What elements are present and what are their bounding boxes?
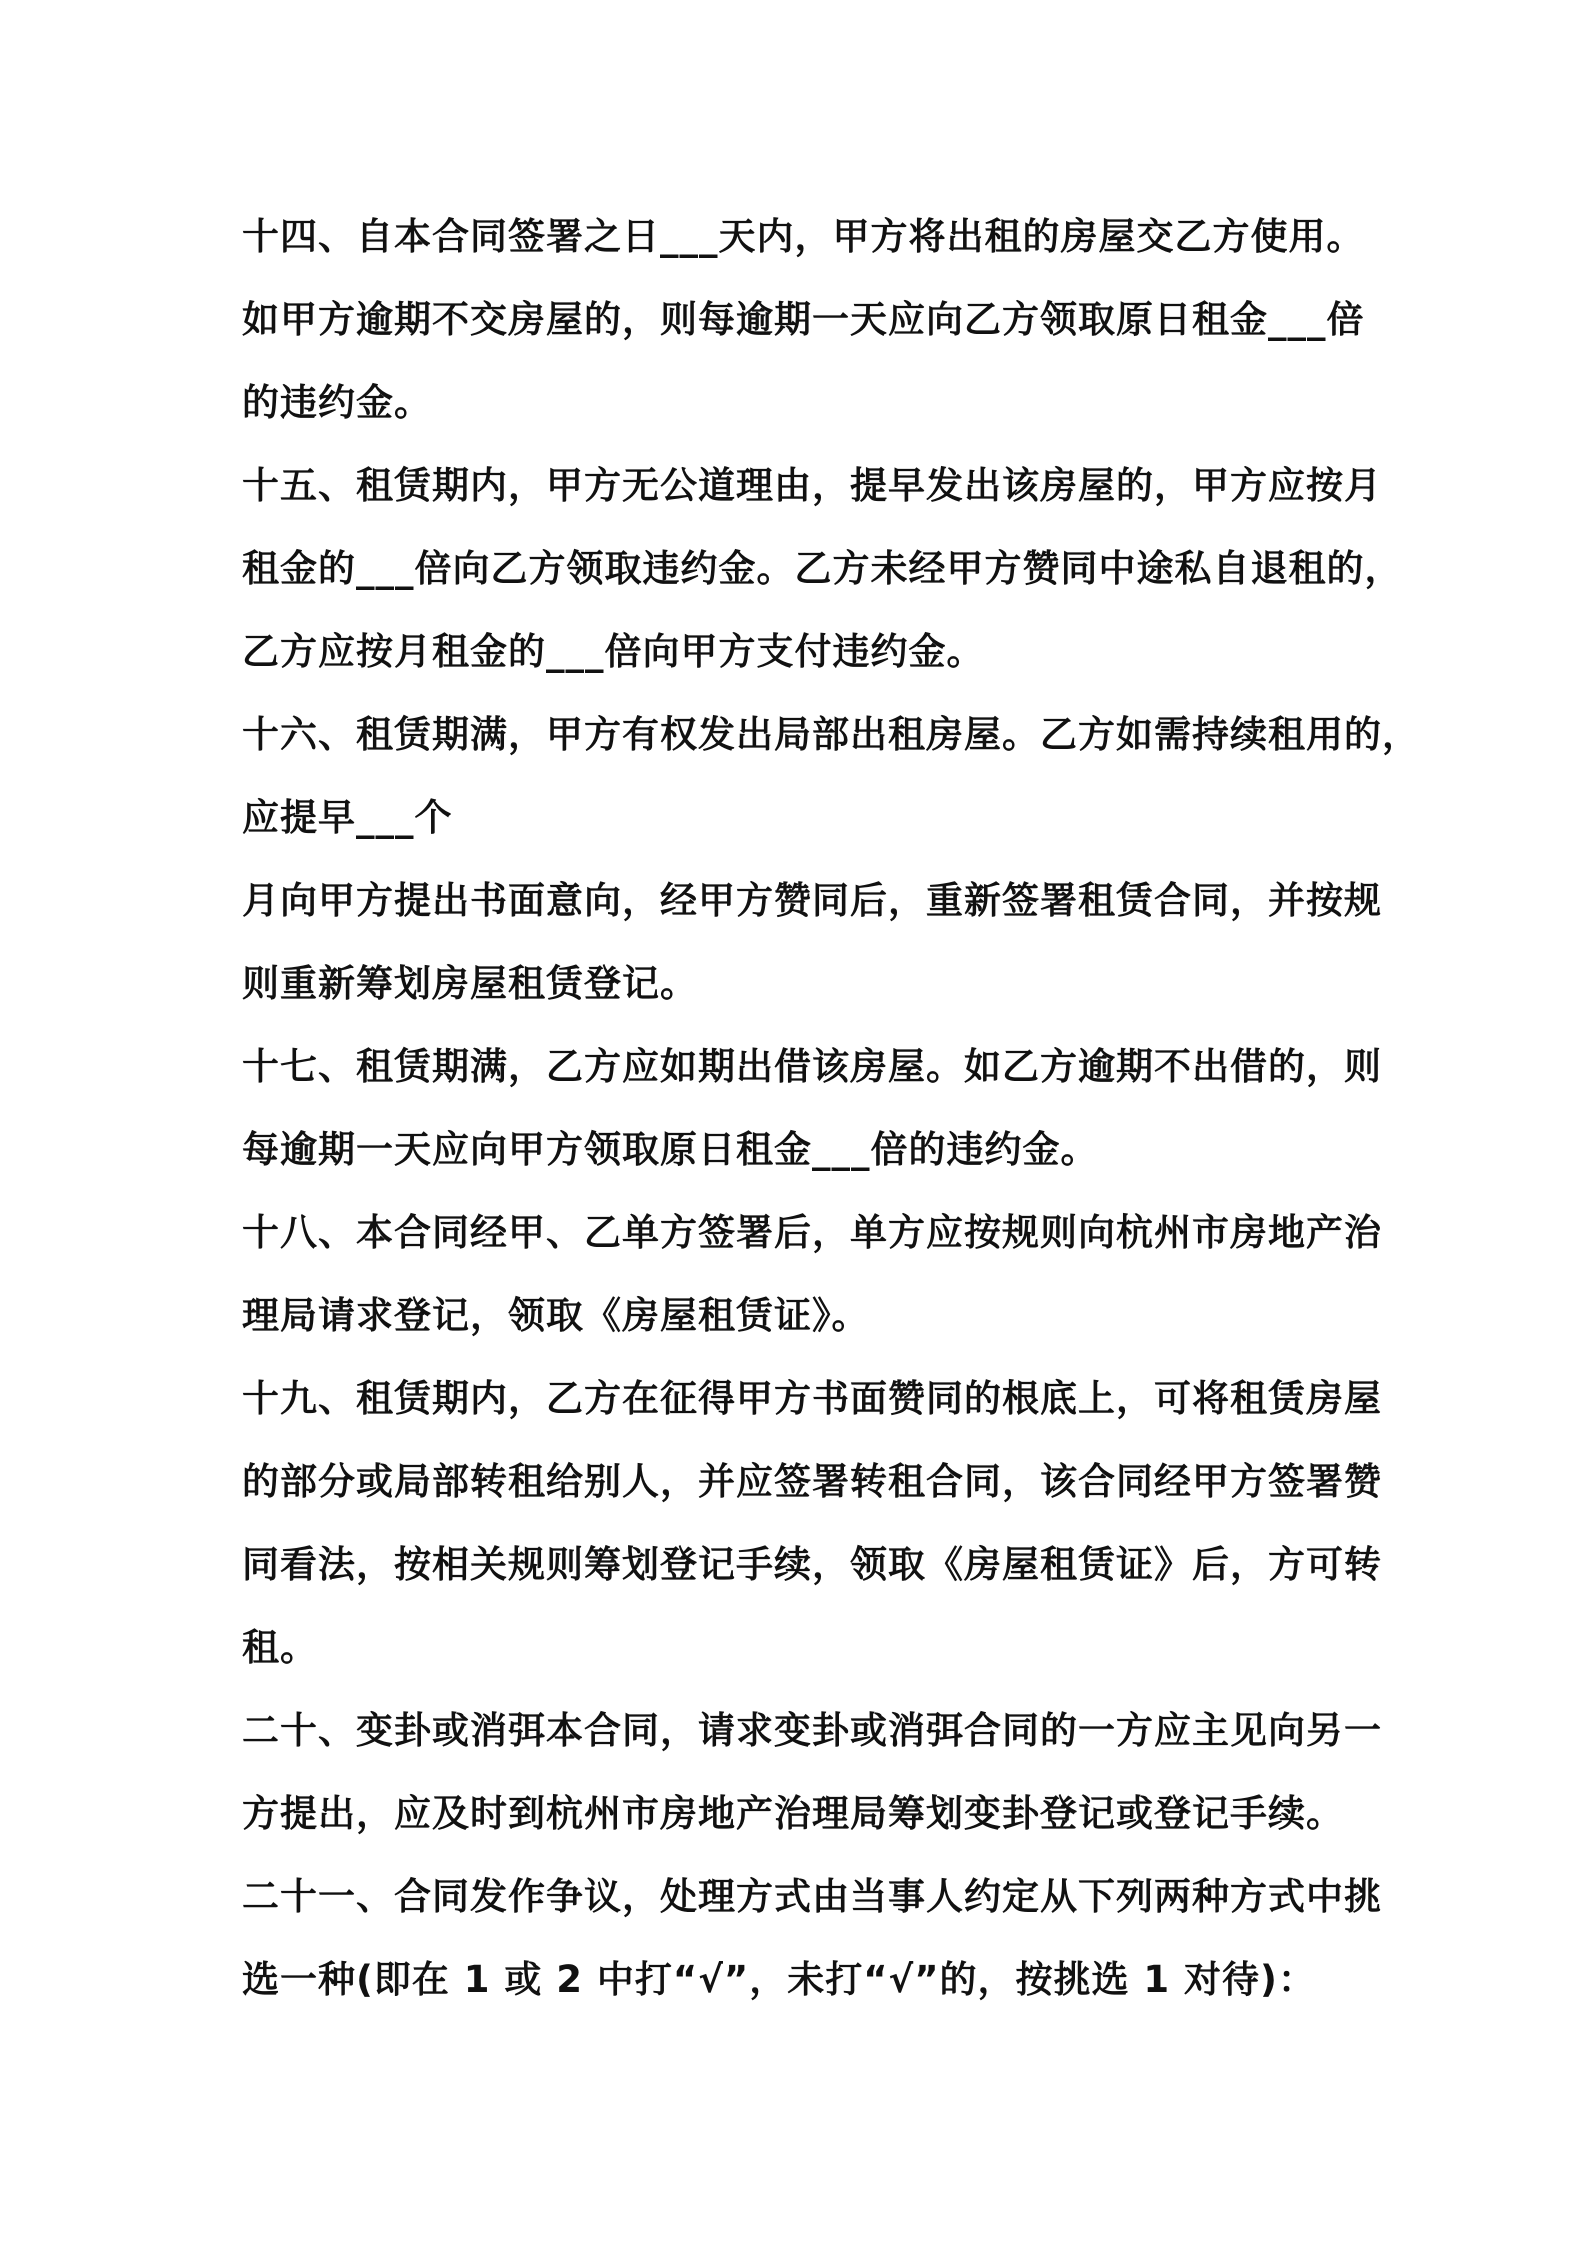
text-line-1: 十四、自本合同签署之日___天内，甲方将出租的房屋交乙方使用。 bbox=[242, 215, 1365, 258]
text-line-12: 每逾期一天应向甲方领取原日租金___倍的违约金。 bbox=[242, 1128, 1099, 1171]
text-line-19: 二十、变卦或消弭本合同，请求变卦或消弭合同的一方应主见向另一 bbox=[242, 1709, 1382, 1752]
text-line-15: 十九、租赁期内，乙方在征得甲方书面赞同的根底上，可将租赁房屋 bbox=[242, 1377, 1382, 1420]
text-line-20: 方提出，应及时到杭州市房地产治理局筹划变卦登记或登记手续。 bbox=[242, 1792, 1344, 1835]
text-line-13: 十八、本合同经甲、乙单方签署后，单方应按规则向杭州市房地产治 bbox=[242, 1211, 1382, 1254]
text-line-7: 十六、租赁期满，甲方有权发出局部出租房屋。乙方如需持续租用的， bbox=[242, 713, 1420, 756]
text-line-22: 选一种(即在 1 或 2 中打“√”，未打“√”的，按挑选 1 对待)： bbox=[242, 1958, 1316, 2001]
text-line-6: 乙方应按月租金的___倍向甲方支付违约金。 bbox=[242, 630, 985, 673]
text-line-9: 月向甲方提出书面意向，经甲方赞同后，重新签署租赁合同，并按规 bbox=[242, 879, 1382, 922]
text-line-3: 的违约金。 bbox=[242, 381, 432, 424]
text-line-17: 同看法，按相关规则筹划登记手续，领取《房屋租赁证》后，方可转 bbox=[242, 1543, 1382, 1586]
text-line-4: 十五、租赁期内，甲方无公道理由，提早发出该房屋的，甲方应按月 bbox=[242, 464, 1382, 507]
text-line-18: 租。 bbox=[242, 1626, 318, 1669]
text-line-21: 二十一、合同发作争议，处理方式由当事人约定从下列两种方式中挑 bbox=[242, 1875, 1382, 1918]
text-line-2: 如甲方逾期不交房屋的，则每逾期一天应向乙方领取原日租金___倍 bbox=[242, 298, 1365, 341]
text-line-8: 应提早___个 bbox=[242, 796, 453, 839]
text-line-14: 理局请求登记，领取《房屋租赁证》。 bbox=[242, 1294, 870, 1337]
text-line-16: 的部分或局部转租给别人，并应签署转租合同，该合同经甲方签署赞 bbox=[242, 1460, 1382, 1503]
contract-text bbox=[242, 195, 1420, 2021]
text-line-10: 则重新筹划房屋租赁登记。 bbox=[242, 962, 698, 1005]
text-line-5: 租金的___倍向乙方领取违约金。乙方未经甲方赞同中途私自退租的， bbox=[242, 547, 1403, 590]
text-line-11: 十七、租赁期满，乙方应如期出借该房屋。如乙方逾期不出借的，则 bbox=[242, 1045, 1382, 1088]
